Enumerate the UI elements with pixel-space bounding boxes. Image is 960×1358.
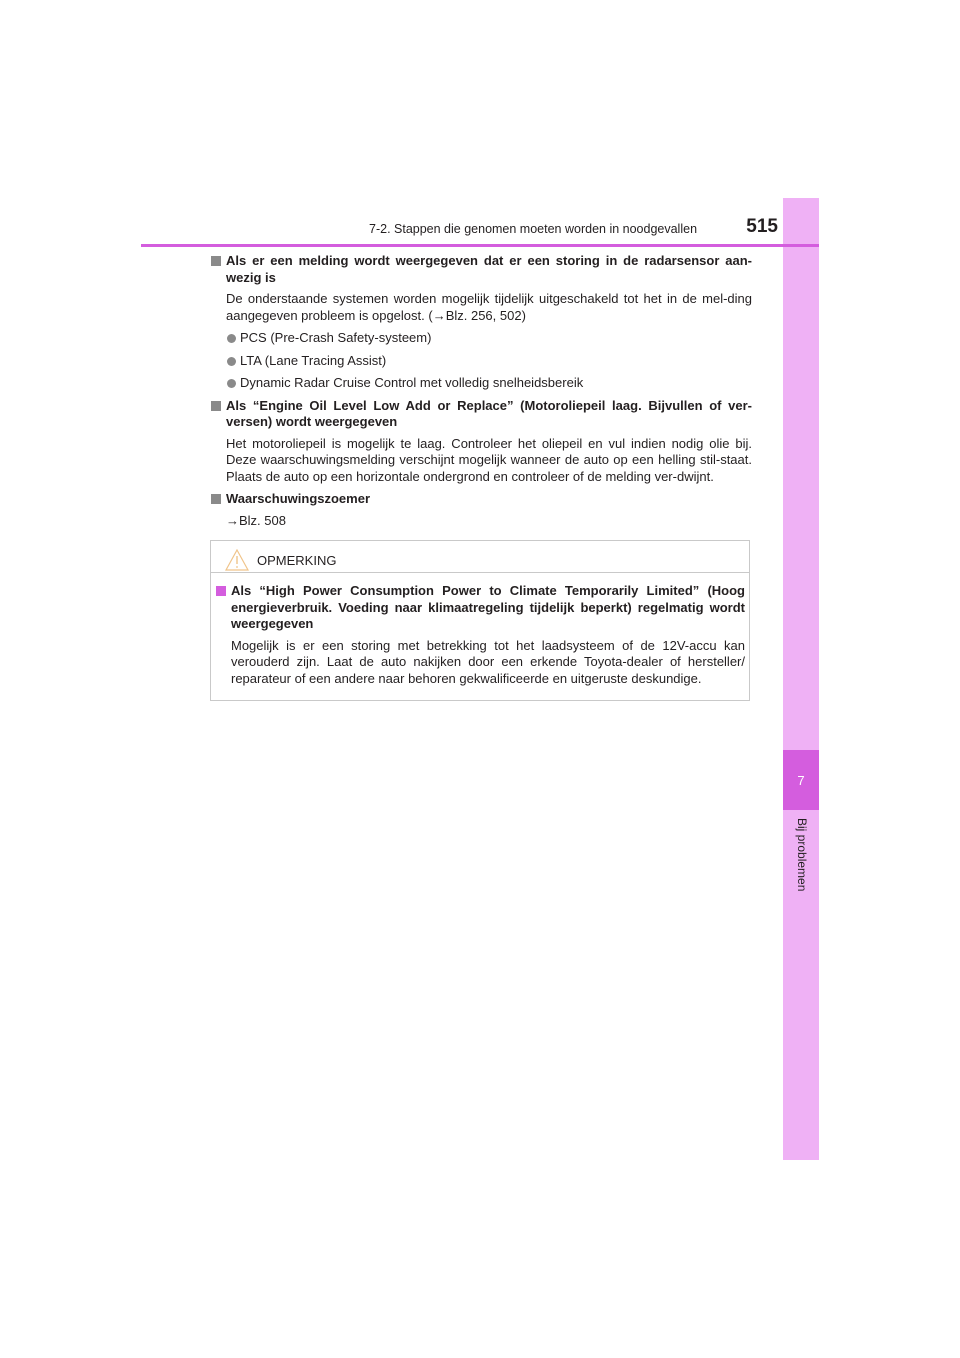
notice-divider xyxy=(211,572,749,573)
page-reference: →Blz. 508 xyxy=(226,512,286,528)
round-bullet-icon xyxy=(227,334,236,343)
chapter-number: 7 xyxy=(783,750,819,810)
section-heading: Waarschuwingszoemer xyxy=(210,491,752,508)
list-item: PCS (Pre-Crash Safety-systeem) xyxy=(210,330,752,347)
round-bullet-icon xyxy=(227,379,236,388)
notice-text: Mogelijk is er een storing met betrekking tot het laadsysteem of de 12V-accu kan verouderd zijn. Laat de auto nakijken door een erkende Toyota-dealer of hersteller/ reparateur of een andere naar behoren gekwalificeerde en uitgeruste deskundige. xyxy=(231,637,745,686)
notice-header xyxy=(225,547,336,573)
section-text: De onderstaande systemen worden mogelijk tijdelijk uitgeschakeld tot het in de mel-ding aangegeven probleem is opgelost. (→Blz. 256, 502) xyxy=(226,291,752,323)
page-number: 515 xyxy=(746,216,778,237)
section-text: Het motoroliepeil is mogelijk te laag. Controleer het oliepeil en vul indien nodig olie bij. Deze waarschuwingsmelding verschijnt mogelijk wanneer de auto op een helling stil-staat. Plaats de auto op een horizontale ondergrond en controleer of de melding ver-dwijnt. xyxy=(226,435,752,484)
warning-triangle-icon xyxy=(225,549,249,571)
section-heading: Als er een melding wordt weergegeven dat er een storing in de radarsensor aan-wezig is xyxy=(210,253,752,286)
square-bullet-icon xyxy=(211,494,221,504)
notice-heading: Als “High Power Consumption Power to Climate Temporarily Limited” (Hoog energieverbruik. Voeding naar klimaatregeling tijdelijk beperkt) regelmatig wordt weergegeven xyxy=(215,583,745,633)
list-item: LTA (Lane Tracing Assist) xyxy=(210,353,752,370)
notice-box xyxy=(210,540,750,701)
chapter-side-tab xyxy=(783,198,819,1160)
section-heading: Als “Engine Oil Level Low Add or Replace” (Motoroliepeil laag. Bijvullen of ver-versen) wordt weergegeven xyxy=(210,398,752,431)
main-content xyxy=(210,253,752,529)
header-rule xyxy=(141,244,819,247)
square-bullet-icon xyxy=(211,256,221,266)
square-bullet-icon xyxy=(216,586,226,596)
round-bullet-icon xyxy=(227,357,236,366)
list-item: Dynamic Radar Cruise Control met volledig snelheidsbereik xyxy=(210,375,752,392)
notice-body xyxy=(215,583,745,687)
chapter-title: Bij problemen xyxy=(795,818,809,892)
section-title: 7-2. Stappen die genomen moeten worden in noodgevallen xyxy=(369,222,698,236)
square-bullet-icon xyxy=(211,401,221,411)
notice-title: OPMERKING xyxy=(257,552,337,568)
